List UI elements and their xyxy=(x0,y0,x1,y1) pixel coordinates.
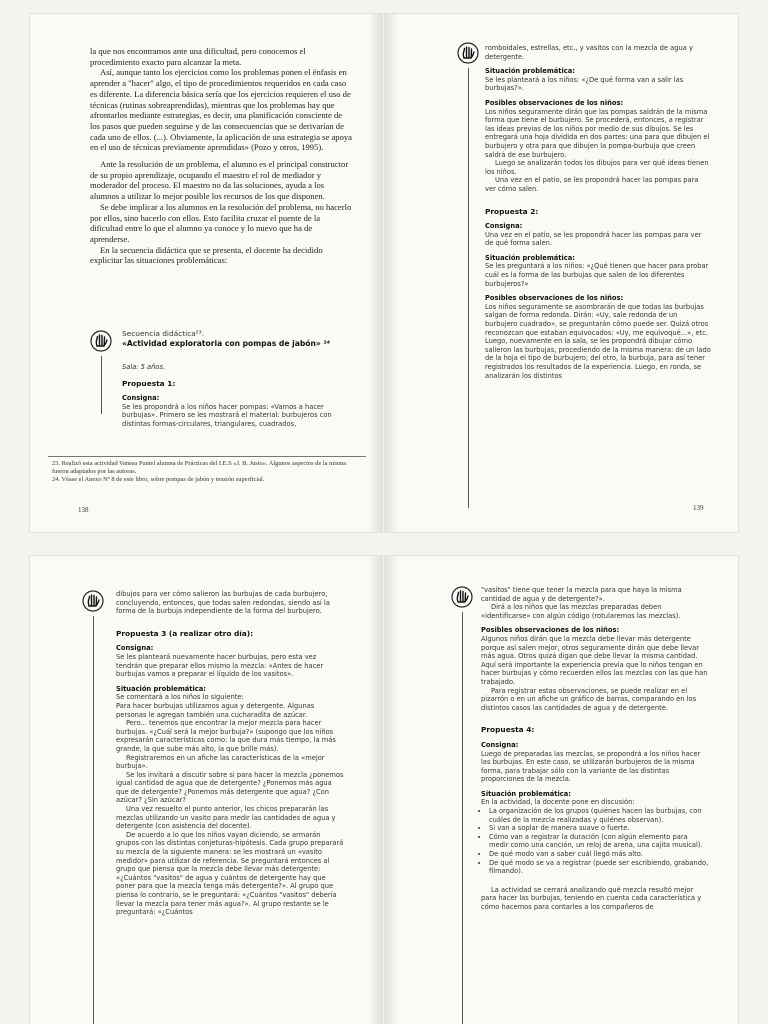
footnote: 23. Realizó esta actividad Vanesa Puntel alumna de Prácticas del I.E.S «J. B. Justo». Algunos aspectos de la misma fueron adaptados por las autoras. xyxy=(52,460,347,475)
body-text: Una vez en el patio, se les propondrá hacer las pompas para ver cómo salen. xyxy=(485,176,699,193)
sequence-label: Secuencia didáctica²³. xyxy=(122,329,205,338)
body-text: Se les preguntará a los niños: «¿Qué tienen que hacer para probar cuál es la forma de las burbujas que salen de los diferentes burbujeros?» xyxy=(485,262,709,288)
page-141 xyxy=(385,556,738,1024)
body-paragraph: Se debe implicar a los alumnos en la resolución del problema, no hacerlo por ellos, sino hacerlo con ellos. Esto facilita cruzar el puente de la dificultad entre lo que el alumno ya conoce y lo nuevo que ha de aprenderse. xyxy=(90,201,352,244)
hand-icon xyxy=(90,330,112,352)
quote-paragraph: Así, aunque tanto los ejercicios como los problemas ponen el énfasis en aprender a "hacer" algo, el tipo de procedimientos requeridos en cada caso es diferente. La diferencia básica sería que los ejercicios requieren el uso de técnicas (rutinas sobreaprendidas), mientras que los problemas hay que afrontarlos mediante estrategias, es decir, una planificación consciente de los pasos que pueden seguirse y de las consecuencias que se derivarían de cada uno de ellos. (...). Obviamente, la aplicación de una estrategia se apoya en el uso de técnicas previamente aprendidas» (Pozo y otros, 1995). xyxy=(90,67,353,153)
body-text: Registraremos en un afiche las características de la «mejor burbuja». xyxy=(116,753,325,771)
propuesta-heading: Propuesta 1: xyxy=(122,378,176,388)
consigna-heading: Consigna: xyxy=(481,740,519,749)
list-item: • Cómo van a registrar la duración (con algún elemento para medir como una canción, un reloj de arena, una cajita musical). xyxy=(489,833,709,850)
page-140 xyxy=(30,556,382,1024)
propuesta-heading: Propuesta 2: xyxy=(485,206,539,216)
body-text: Luego se analizarán todos los dibujos para ver qué ideas tienen los niños. xyxy=(485,159,709,176)
body-text: Se les planteará nuevamente hacer burbujas, pero esta vez tendrán que preparar ellos mismo la mezcla: «Antes de hacer burbujas vamos a preparar el líquido de los vasitos». xyxy=(116,652,324,679)
sala-label: Sala: 5 años. xyxy=(122,363,166,371)
page-139 xyxy=(385,14,738,532)
margin-line xyxy=(93,616,94,1024)
body-text: Una vez en el patio, se les propondrá hacer las pompas para ver de qué forma salen. xyxy=(485,230,702,248)
body-text: dibujos para ver cómo salieron las burbujas de cada burbujero, concluyendo, entonces, que todas salen redondas, siendo así la forma de la burbuja independiente de la forma del burbujero. xyxy=(116,590,330,616)
page-number: 138 xyxy=(78,506,89,514)
body-text: Se les planteará a los niños: «¿De qué forma van a salir las burbujas?». xyxy=(485,75,684,93)
body-text: La actividad se cerrará analizando qué mezcla resultó mejor para hacer las burbujas, teniendo en cuenta cada característica y cómo hacemos para contarles a los compañeros de xyxy=(481,885,702,911)
body-paragraph: Ante la resolución de un problema, el alumno es el principal constructor de su propio aprendizaje, ocupando el maestro el rol de mediador y moderador del proceso. El maestro no da las soluciones, ayuda a los alumnos a utilizar lo mejor posible los recursos de los que disponen. xyxy=(90,159,349,202)
observaciones-heading: Posibles observaciones de los niños: xyxy=(485,294,624,303)
body-text: Pero... tenemos que encontrar la mejor mezcla para hacer burbujas. «¿Cuál será la mejor burbuja?» (supongo que los niños expresarán características como: la que dura más tiempo, la más grande, la que sube más alto, la que brille más). xyxy=(116,719,336,753)
body-text: De acuerdo a lo que los niños vayan diciendo, se armarán grupos con las distintas conjeturas-hipótesis. Cada grupo preparará su mezcla de la siguiente manera: se les mostrará un «vasito medidor» para utilizar de referencia. Se preguntará entonces al grupo que piensa que la mezcla debe llevar más detergente: «¿Cuántos "vasitos" de agua y cuántos de detergente hay que poner para que la mezcla tenga más detergente?». Al grupo que piensa lo contrario, se le preguntará: «¿Cuántos "vasitos" debería llevar la mezcla para tener más agua?». Al grupo restante se le preguntará: «¿Cuántos xyxy=(116,830,344,917)
consigna-heading: Consigna: xyxy=(122,394,160,403)
hand-icon xyxy=(82,590,104,612)
situacion-heading: Situación problemática: xyxy=(485,67,575,76)
footnote-rule xyxy=(48,456,366,457)
body-text: Para registrar estas observaciones, se puede realizar en el pizarrón o en un afiche un gráfico de barras, comparando en los distintos casos las cantidades de agua y de detergente. xyxy=(481,686,697,712)
body-text: Los niños seguramente se asombrarán de que todas las burbujas salgan de forma redonda. Dirán: «Uy, sale redonda de un burbujero cuadrado», se preguntarán cómo puede ser. Quizá otros reconozcan que estaban equivocados: «Uy, me equivoqué...», etc. Luego, nuevamente en la sala, se les propondrá dibujar cómo salieron las burbujas, procediendo de la misma manera: de un lado de la hoja el tipo de burbujero; del otro, la burbuja, para así tener registrados los resultados de la experiencia. Luego, en ronda, se analizarán los distintos xyxy=(485,302,711,380)
list-item: • De qué modo se va a registrar (puede ser escribiendo, grabando, filmando). xyxy=(489,859,709,876)
list-item: • La organización de los grupos (quiénes hacen las burbujas, con cuáles de la mezcla realizadas y quiénes observan). xyxy=(489,807,709,824)
situacion-heading: Situación problemática: xyxy=(485,253,575,262)
hand-icon xyxy=(451,586,473,608)
discussion-list xyxy=(481,807,709,876)
body-text: Los niños seguramente dirán que las pompas saldrán de la misma forma que tiene el burbujero. Se procederá, entonces, a registrar las ideas previas de los niños por medio de sus dibujos. Se les entregará una hoja dividida en dos partes: una para que dibujen el burbujero y otra para que dibujen la pompa-burbuja que creen saldrá de ese burbujero. xyxy=(485,107,710,159)
page-number: 139 xyxy=(693,504,704,512)
list-item: • Si van a soplar de manera suave o fuerte. xyxy=(489,824,709,833)
body-text: Se los invitará a discutir sobre si para hacer la mezcla ¿ponemos igual cantidad de agua que de detergente? ¿Ponemos más agua que de detergente? ¿Ponemos más detergente que agua? ¿Con azúcar? ¿Sin azúcar? xyxy=(116,770,344,805)
propuesta-heading: Propuesta 3 (a realizar otro día): xyxy=(116,628,254,638)
body-text: Dirá a los niños que las mezclas preparadas deben «identificarse» con algún código (rotularemos las mezclas). xyxy=(481,603,681,620)
page-138 xyxy=(30,14,382,532)
hand-icon xyxy=(457,42,479,64)
body-text: Para hacer burbujas utilizamos agua y detergente. Algunas personas le agregan también una cucharadita de azúcar. xyxy=(116,701,315,719)
situacion-heading: Situación problemática: xyxy=(116,684,206,693)
body-text: Luego de preparadas las mezclas, se propondrá a los niños hacer las burbujas. En este caso, se utilizarán burbujeros de la misma forma, para trabajar sólo con la variante de las distintas proporciones de la mezcla. xyxy=(481,749,701,784)
propuesta-heading: Propuesta 4: xyxy=(481,725,535,735)
body-text: romboidales, estrellas, etc., y vasitos con la mezcla de agua y detergente. xyxy=(485,44,693,61)
margin-line xyxy=(462,612,463,1024)
body-text: Una vez resuelto el punto anterior, los chicos prepararán las mezclas utilizando un vasito para medir las cantidades de agua y detergente (con asistencia del docente). xyxy=(116,805,336,831)
margin-line xyxy=(101,356,102,414)
consigna-heading: Consigna: xyxy=(116,644,154,653)
consigna-text: Se les propondrá a los niños hacer pompas: «Vamos a hacer burbujas». Primero se les mostrará el material: burbujeros con distintas formas-circulares, triangulares, cuadrados, xyxy=(122,402,332,428)
body-text: Se comentará a los niños lo siguiente: xyxy=(116,693,244,702)
body-paragraph: En la secuencia didáctica que se presenta, el docente ha decidido explicitar las situaciones problemáticas: xyxy=(90,244,323,266)
body-text: En la actividad, la docente pone en discusión: xyxy=(481,798,635,807)
situacion-heading: Situación problemática: xyxy=(481,789,571,798)
body-text: "vasitos" tiene que tener la mezcla para que haya la misma cantidad de agua y de detergente?». xyxy=(481,586,682,603)
observaciones-heading: Posibles observaciones de los niños: xyxy=(485,98,624,107)
body-text: Algunos niños dirán que la mezcla debe llevar más detergente porque así salen mejor, otros seguramente dirán que debe llevar más agua. Otros quizá digan que debe llevar la misma cantidad. Aquí será importante la experiencia previa que lo niños tengan en hacer burbujas y cómo recuerden ellos las mezclas con las que han trabajado. xyxy=(481,634,708,686)
margin-line xyxy=(468,68,469,508)
sequence-title: «Actividad exploratoria con pompas de jabón» ²⁴ xyxy=(122,338,331,348)
consigna-heading: Consigna: xyxy=(485,222,523,231)
footnote: 24. Véase el Anexo Nº 8 de este libro, sobre pompas de jabón y tensión superficial. xyxy=(52,476,265,483)
list-item: • De qué modo van a saber cuál llegó más alto. xyxy=(489,850,709,859)
observaciones-heading: Posibles observaciones de los niños: xyxy=(481,626,620,635)
body-paragraph: la que nos encontramos ante una dificultad, pero conocemos el procedimiento exacto para alcanzar la meta. xyxy=(90,46,306,67)
